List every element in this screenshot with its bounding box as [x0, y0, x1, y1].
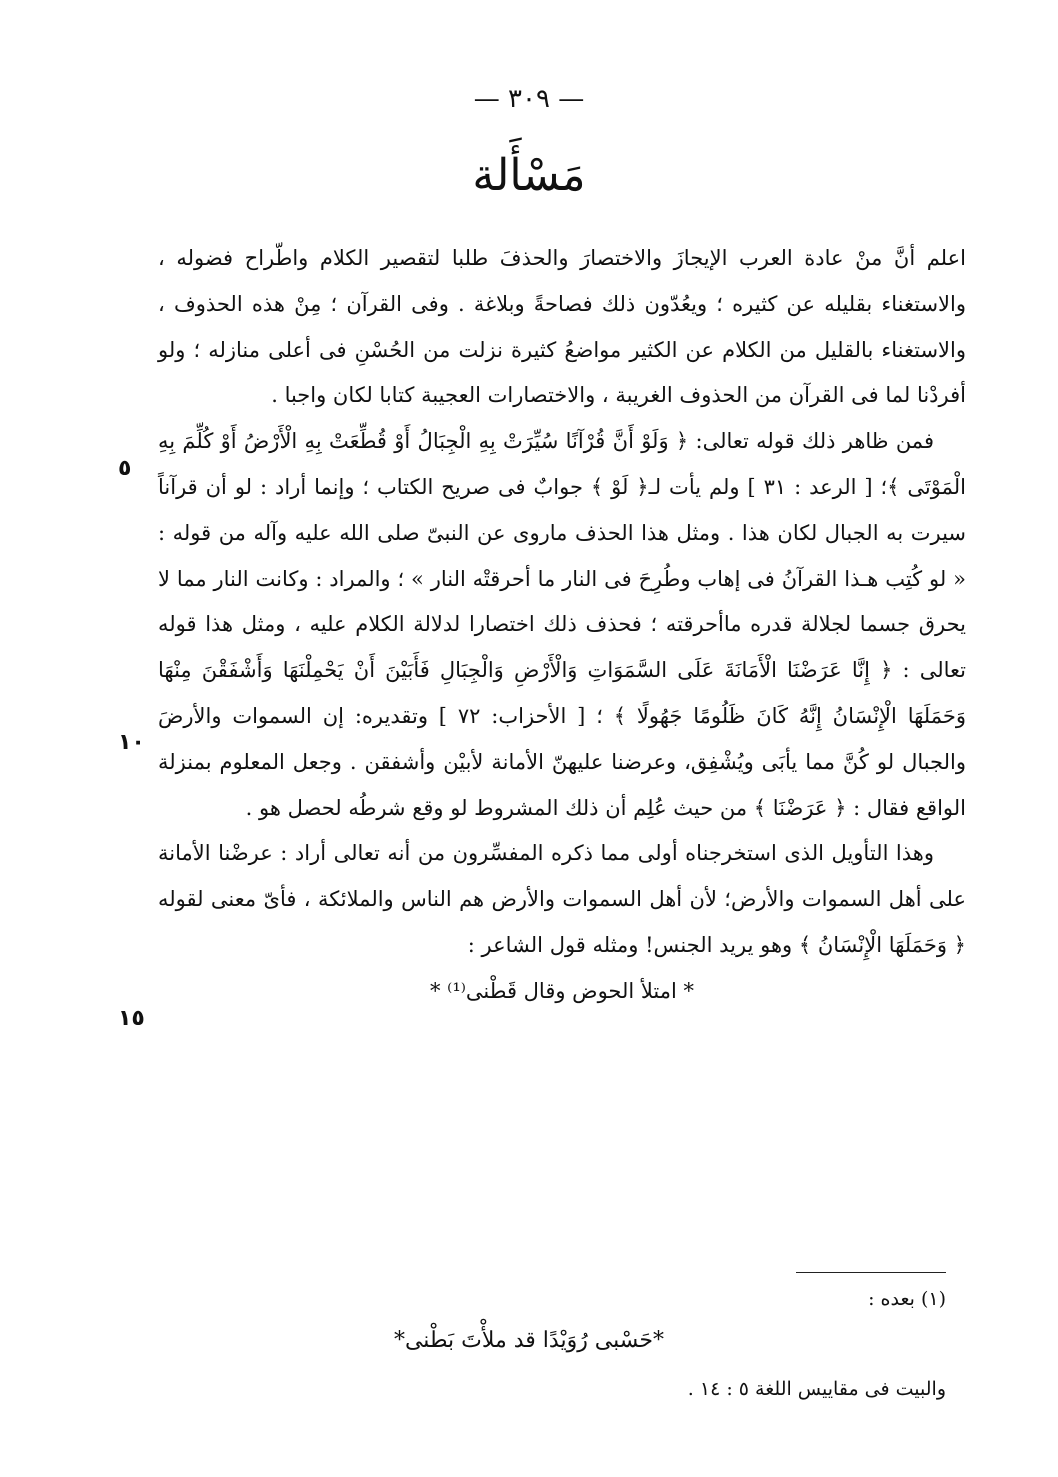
line-number-5: ٥ [118, 456, 132, 481]
body-text [158, 236, 966, 1015]
paragraph-3: وهذا التأويل الذى استخرجناه أولى مما ذكره المفسِّرون من أنه تعالى أراد : عرضْنا الأمانة على أهل السموات والأرض؛ لأن أهل السموات والأرض هم الناس والملائكة ، فأىّ معنى لقوله ﴿ وَحَمَلَهَا الْإِنْسَانُ ﴾ وهو يريد الجنس! ومثله قول الشاعر : [158, 841, 966, 957]
line-number-15: ١٥ [118, 1006, 145, 1031]
paragraph-2: فمن ظاهر ذلك قوله تعالى: ﴿ وَلَوْ أَنَّ قُرْآنًا سُيِّرَتْ بِهِ الْجِبَالُ أَوْ قُطِّعَتْ بِهِ الْأَرْضُ أَوْ كُلِّمَ بِهِ الْمَوْتَى ﴾؛ [ الرعد : ٣١ ] ولم يأت لـ﴿ لَوْ ﴾ جوابٌ فى صريح الكتاب ؛ وإنما أراد : لو أن قرآناً سيرت به الجبال لكان هذا . ومثل هذا الحذف ماروى عن النبىّ صلى الله عليه وآله من قوله : « لو كُتِب هـذا القرآنُ فى إهاب وطُرِحَ فى النار ما أحرقتْه النار » ؛ والمراد : وكانت النار مما لا يحرق جسما لجلالة قدره ماأحرقته ؛ فحذف ذلك اختصارا لدلالة الكلام عليه ، ومثل هذا قوله تعالى : ﴿ إِنَّا عَرَضْنَا الْأَمَانَةَ عَلَى السَّمَوَاتِ وَالْأَرْضِ وَالْجِبَالِ فَأَبَيْنَ أَنْ يَحْمِلْنَهَا وَأَشْفَقْنَ مِنْهَا وَحَمَلَهَا الْإِنْسَانُ إِنَّهُ كَانَ ظَلُومًا جَهُولًا ﴾ ؛ [ الأحزاب: ٧٢ ] وتقديره: إن السموات والأرضَ والجبال لو كُنَّ مما يأبَى ويُشْفِق، وعرضنا عليهنّ الأمانة لأبيْن وأشفقن . وجعل المعلوم بمنزلة الواقع فقال : ﴿ عَرَضْنَا ﴾ من حيث عُلِم أن ذلك المشروط لو وقع شرطُه لحصل هو . [158, 429, 966, 820]
footnote-reference: (١) بعده : [868, 1288, 946, 1310]
paragraph-1: اعلم أنَّ منْ عادة العرب الإيجازَ والاختصارَ والحذفَ طلبا لتقصير الكلام واطّراح فضوله ، والاستغناء بقليله عن كثيره ؛ ويعُدّون ذلك فصاحةً وبلاغة . وفى القرآن ؛ مِنْ هذه الحذوف ، والاستغناء بالقليل من الكلام عن الكثير مواضعُ كثيرة نزلت من الحُسْنِ فى أعلى منازله ؛ ولو أفردْنا لما فى القرآن من الحذوف الغريبة ، والاختصارات العجيبة كتابا لكان واجبا . [158, 246, 967, 408]
quoted-verse: * امتلأ الحوض وقال قَطْنى⁽¹⁾ * [429, 978, 695, 1003]
chapter-title: مَسْأَلة [472, 150, 586, 201]
footnote-divider [796, 1272, 946, 1273]
footnote-source: والبيت فى مقاييس اللغة ٥ : ١٤ . [687, 1378, 946, 1400]
page-number: — ٣٠٩ — [473, 84, 585, 114]
line-number-10: ١٠ [118, 730, 145, 755]
footnote-verse: *حَسْبى رُوَيْدًا قد ملأْتَ بَطْنى* [393, 1328, 665, 1353]
